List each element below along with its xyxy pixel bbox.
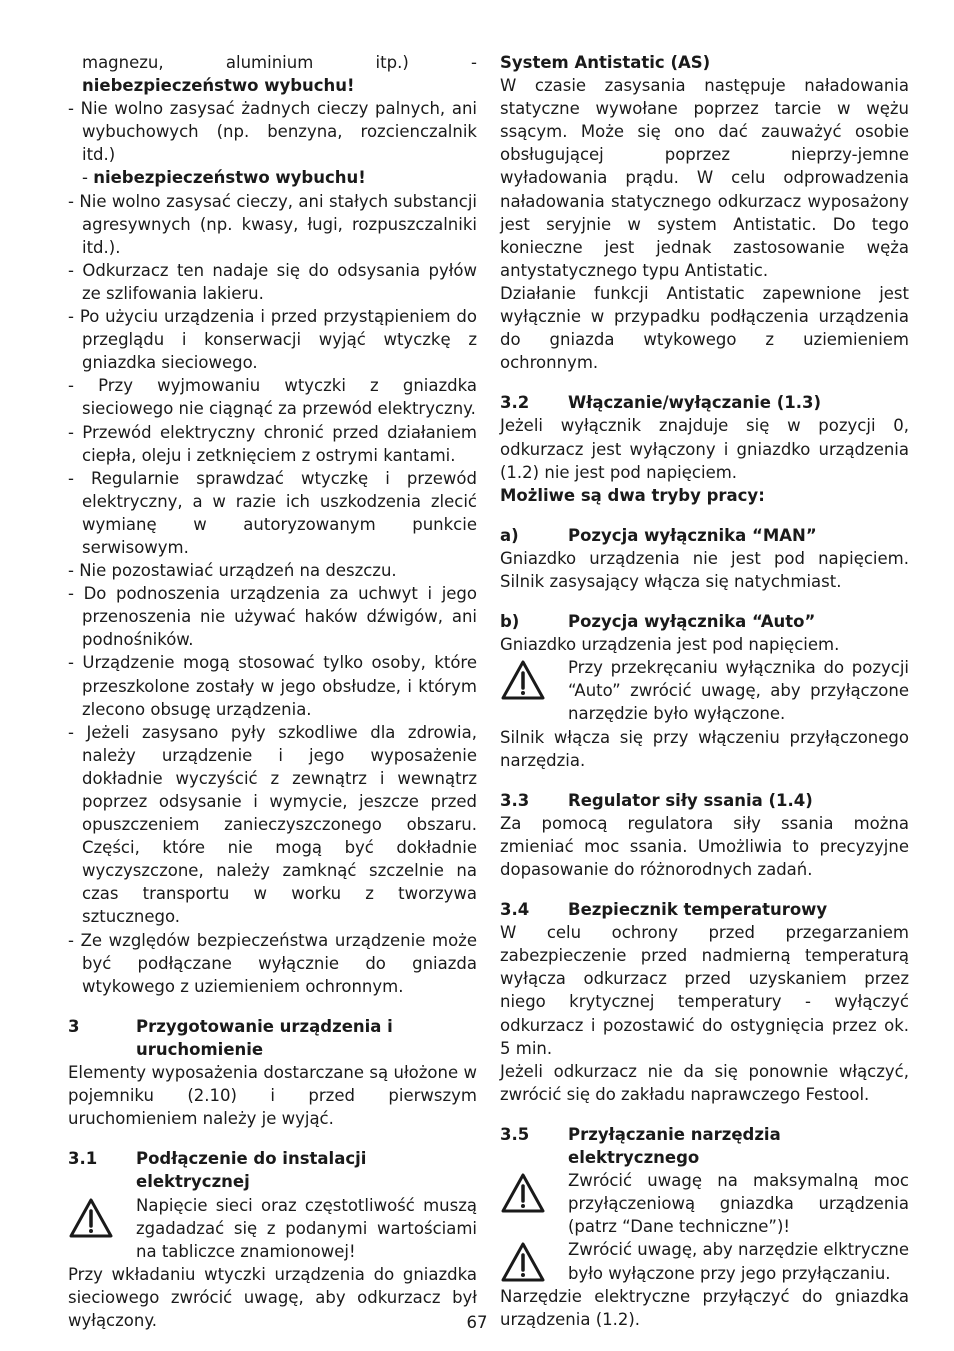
page-number: 67 bbox=[466, 1313, 488, 1332]
intro-text: magnezu, aluminium itp.) - bbox=[82, 53, 477, 72]
section-3-5-heading bbox=[500, 1123, 909, 1169]
section-3-3-heading bbox=[500, 789, 909, 812]
mode-b-body-2: Silnik włącza się przy włączeniu przyłączonego narzędzia. bbox=[500, 727, 909, 770]
section-3-1-heading bbox=[68, 1147, 477, 1193]
mode-b-heading bbox=[500, 610, 909, 633]
bullet-item: - Przewód elektryczny chronić przed działaniem ciepła, oleju i zetknięciem z ostrymi kantami. bbox=[68, 422, 477, 465]
warning-triangle-icon bbox=[500, 1238, 568, 1283]
section-3-3-body: Za pomocą regulatora siły ssania można zmieniać moc ssania. Umożliwia to precyzyjne dopasowanie do różnorodnych zadań. bbox=[500, 813, 909, 879]
bullet-item: - Urządzenie mogą stosować tylko osoby, które przeszkolone zostały w jego obsłudze, i którym zlecono obsugę urządzenia. bbox=[68, 653, 477, 719]
section-3-2-body: Jeżeli wyłącznik znajduje się w pozycji 0, odkurzacz jest wyłączony i gniazdko urządzenia (1.2) nie jest pod napięciem. bbox=[500, 416, 909, 482]
section-number: 3.1 bbox=[68, 1149, 98, 1169]
bullet-item: - Nie wolno zasysać cieczy, ani stałych substancji agresywnych (np. kwasy, ługi, rozpuszczalniki itd.). bbox=[68, 191, 477, 257]
intro-warning: niebezpieczeństwo wybuchu! bbox=[82, 76, 355, 96]
warning-triangle-icon bbox=[68, 1194, 136, 1239]
right-column bbox=[500, 51, 909, 1331]
mode-title: Pozycja wyłącznika “MAN” bbox=[568, 525, 817, 545]
warning-block bbox=[68, 1194, 477, 1263]
section-title: Podłączenie do instalacji elektrycznej bbox=[136, 1149, 367, 1192]
section-title: Bezpiecznik temperaturowy bbox=[568, 900, 828, 920]
section-number: 3 bbox=[68, 1016, 80, 1036]
left-column bbox=[68, 51, 477, 1332]
antistatic-body: W czasie zasysania następuje naładowania statyczne wywołane poprzez tarcie w wężu ssącym. Może się ono dać zauważyć osobie obsługującej poprzez nieprzy-jemne wyładowania prądu. W celu odprowadzenia naładowania statycznego odkurzacz wyposażony jest seryjnie w system Antistatic. Do tego konieczne jest jednak zastosowanie węża antystatycznego typu Antistatic. bbox=[500, 76, 909, 280]
section-title: Regulator siły ssania (1.4) bbox=[568, 790, 813, 810]
bullet-item: - Regularnie sprawdzać wtyczkę i przewód elektryczny, a w razie ich uszkodzenia zlecić wymianę w autoryzowanym punkcie serwisowym. bbox=[68, 468, 477, 557]
bullet-item: - Ze względów bezpieczeństwa urządzenie może być podłączane wyłącznie do gniazda wtykowego z uziemieniem ochronnym. bbox=[68, 930, 477, 996]
section-3-heading bbox=[68, 1015, 477, 1061]
warning-text: Zwrócić uwagę na maksymalną moc przyłączeniową gniazdka urządzenia (patrz “Dane techniczne”)! bbox=[568, 1171, 909, 1237]
section-3-4-heading bbox=[500, 898, 909, 921]
bullet-item: - Nie wolno zasysać żadnych cieczy palnych, ani wybuchowych (np. benzyna, rozcienczalnik itd.) - niebezpieczeństwo wybuchu! bbox=[68, 99, 477, 188]
section-3-4-body: W celu ochrony przed przegarzaniem zabezpieczenie przed nadmierną temperaturą wyłącza odkurzacz przed uzyskaniem przez niego krytycznej temperatury - wyłączyć odkurzacz i pozostawić do ostygnięcia przez ok. 5 min. bbox=[500, 923, 909, 1058]
warning-text: Napięcie sieci oraz częstotliwość muszą zgadadzać się z podanymi wartościami na tabliczce znamionowej! bbox=[136, 1195, 477, 1261]
section-title: Przyłączanie narzędzia elektrycznego bbox=[568, 1124, 781, 1168]
warning-triangle-icon bbox=[500, 1169, 568, 1214]
section-number: 3.3 bbox=[500, 790, 530, 810]
section-title: Przygotowanie urządzenia i uruchomienie bbox=[136, 1016, 393, 1059]
section-number: 3.5 bbox=[500, 1124, 530, 1144]
section-number: 3.2 bbox=[500, 393, 530, 413]
bullet-item: - Nie pozostawiać urządzeń na deszczu. bbox=[68, 561, 397, 581]
section-3-5-body: Narzędzie elektryczne przyłączyć do gniazdka urządzenia (1.2). bbox=[500, 1286, 909, 1329]
bullet-item: - Odkurzacz ten nadaje się do odsysania pyłów ze szlifowania lakieru. bbox=[68, 260, 477, 303]
antistatic-body-2: Działanie funkcji Antistatic zapewnione jest wyłącznie w przypadku podłączenia urządzenia do gniazda wtykowego z uziemieniem ochronnym. bbox=[500, 283, 909, 373]
modes-title: Możliwe są dwa tryby pracy: bbox=[500, 485, 765, 505]
section-3-2-heading bbox=[500, 391, 909, 414]
antistatic-title: System Antistatic (AS) bbox=[500, 53, 711, 72]
bullet-item: - Po użyciu urządzenia i przed przystąpieniem do przeglądu i konserwacji wyjąć wtyczkę z gniazdka sieciowego. bbox=[68, 307, 477, 373]
mode-a-body: Gniazdko urządzenia nie jest pod napięciem. Silnik zasysający włącza się natychmiast. bbox=[500, 548, 909, 591]
intro-paragraph bbox=[68, 51, 477, 97]
section-number: 3.4 bbox=[500, 900, 530, 920]
bullet-item: - Jeżeli zasysano pyły szkodliwe dla zdrowia, należy urządzenie i jego wyposażenie dokładnie wyczyścić z zewnątrz i wewnątrz poprzez odsysanie i wymycie, jeszcze przed opuszczeniem zanieczyszczonego obszaru. Części, które nie mogą być dokładnie wyczyszczone, należy zamknąć szczelnie na czas transportu w worku z tworzywa sztucznego. bbox=[68, 722, 477, 927]
section-3-4-body-2: Jeżeli odkurzacz nie da się ponownie włączyć, zwrócić się do zakładu naprawczego Festool. bbox=[500, 1061, 909, 1104]
warning-text: Przy przekręcaniu wyłącznika do pozycji “Auto” zwrócić uwagę, aby przyłączone narzędzie było wyłączone. bbox=[568, 658, 909, 724]
section-3-1-body: Przy wkładaniu wtyczki urządzenia do gniazdka sieciowego zwrócić uwagę, aby odkurzacz był wyłączony. bbox=[68, 1264, 477, 1330]
mode-number: b) bbox=[500, 612, 520, 632]
section-3-body: Elementy wyposażenia dostarczane są ułożone w pojemniku (2.10) i przed pierwszym uruchomieniem należy je wyjąć. bbox=[68, 1063, 477, 1129]
bullet-item: - Do podnoszenia urządzenia za uchwyt i jego przenoszenia nie używać haków dźwigów, ani podnośników. bbox=[68, 584, 477, 650]
mode-a-heading bbox=[500, 524, 909, 547]
mode-title: Pozycja wyłącznika “Auto” bbox=[568, 612, 816, 632]
warning-triangle-icon bbox=[500, 656, 568, 701]
mode-number: a) bbox=[500, 525, 519, 545]
warning-text: Zwrócić uwagę, aby narzędzie elktryczne było wyłączone przy jego przyłączaniu. bbox=[568, 1240, 909, 1283]
warning-block bbox=[500, 1238, 909, 1284]
warning-block bbox=[500, 1169, 909, 1238]
warning-block bbox=[500, 656, 909, 725]
section-title: Włączanie/wyłączanie (1.3) bbox=[568, 393, 822, 413]
bullet-item: - Przy wyjmowaniu wtyczki z gniazdka sieciowego nie ciągnąć za przewód elektryczny. bbox=[68, 376, 477, 419]
mode-b-body: Gniazdko urządzenia jest pod napięciem. bbox=[500, 635, 840, 655]
